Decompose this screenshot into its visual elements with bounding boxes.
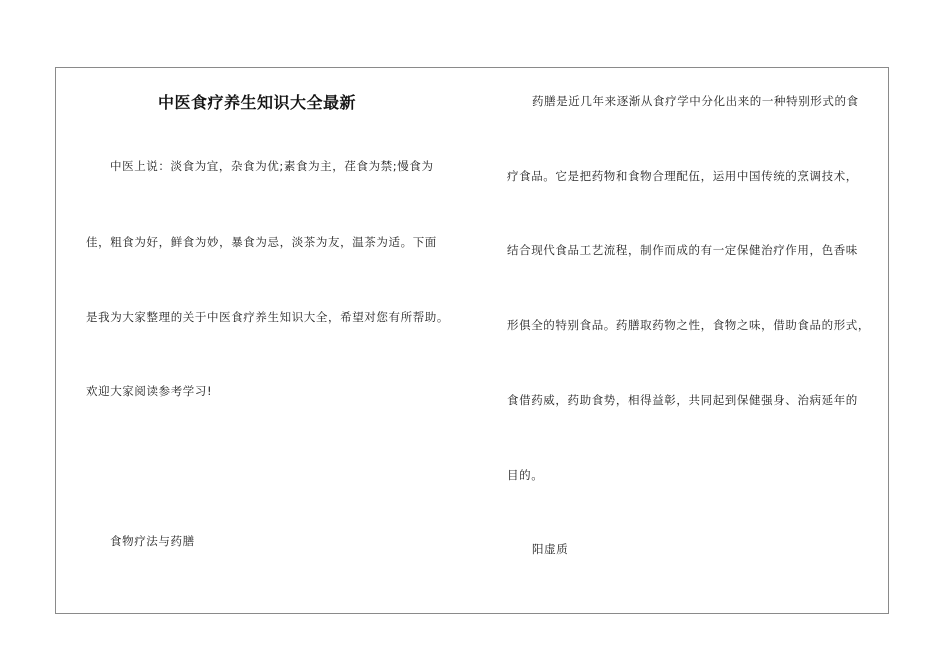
left-paragraph-line: 佳，粗食为好，鲜食为妙，暴食为忌，淡茶为友，温茶为适。下面 bbox=[86, 235, 437, 249]
right-paragraph-line: 目的。 bbox=[507, 468, 544, 482]
left-paragraph-line: 中医上说：淡食为宜，杂食为优;素食为主，荏食为禁;慢食为 bbox=[110, 159, 434, 173]
left-section-heading: 食物疗法与药膳 bbox=[110, 534, 195, 548]
page-frame bbox=[55, 67, 889, 614]
right-paragraph-line: 药膳是近几年来逐渐从食疗学中分化出来的一种特别形式的食 bbox=[532, 94, 859, 108]
left-paragraph-line: 欢迎大家阅读参考学习! bbox=[86, 384, 213, 398]
document-title: 中医食疗养生知识大全最新 bbox=[158, 93, 357, 112]
right-paragraph-line: 形俱全的特别食品。药膳取药物之性，食物之味，借助食品的形式， bbox=[507, 318, 870, 332]
right-section-heading: 阳虚质 bbox=[532, 542, 569, 556]
right-paragraph-line: 结合现代食品工艺流程，制作而成的有一定保健治疗作用，色香味 bbox=[507, 243, 858, 257]
right-paragraph-line: 疗食品。它是把药物和食物合理配伍，运用中国传统的烹调技术， bbox=[507, 169, 858, 183]
right-paragraph-line: 食借药威，药助食势，相得益彰，共同起到保健强身、治病延年的 bbox=[507, 393, 858, 407]
left-paragraph-line: 是我为大家整理的关于中医食疗养生知识大全，希望对您有所帮助。 bbox=[86, 310, 449, 324]
